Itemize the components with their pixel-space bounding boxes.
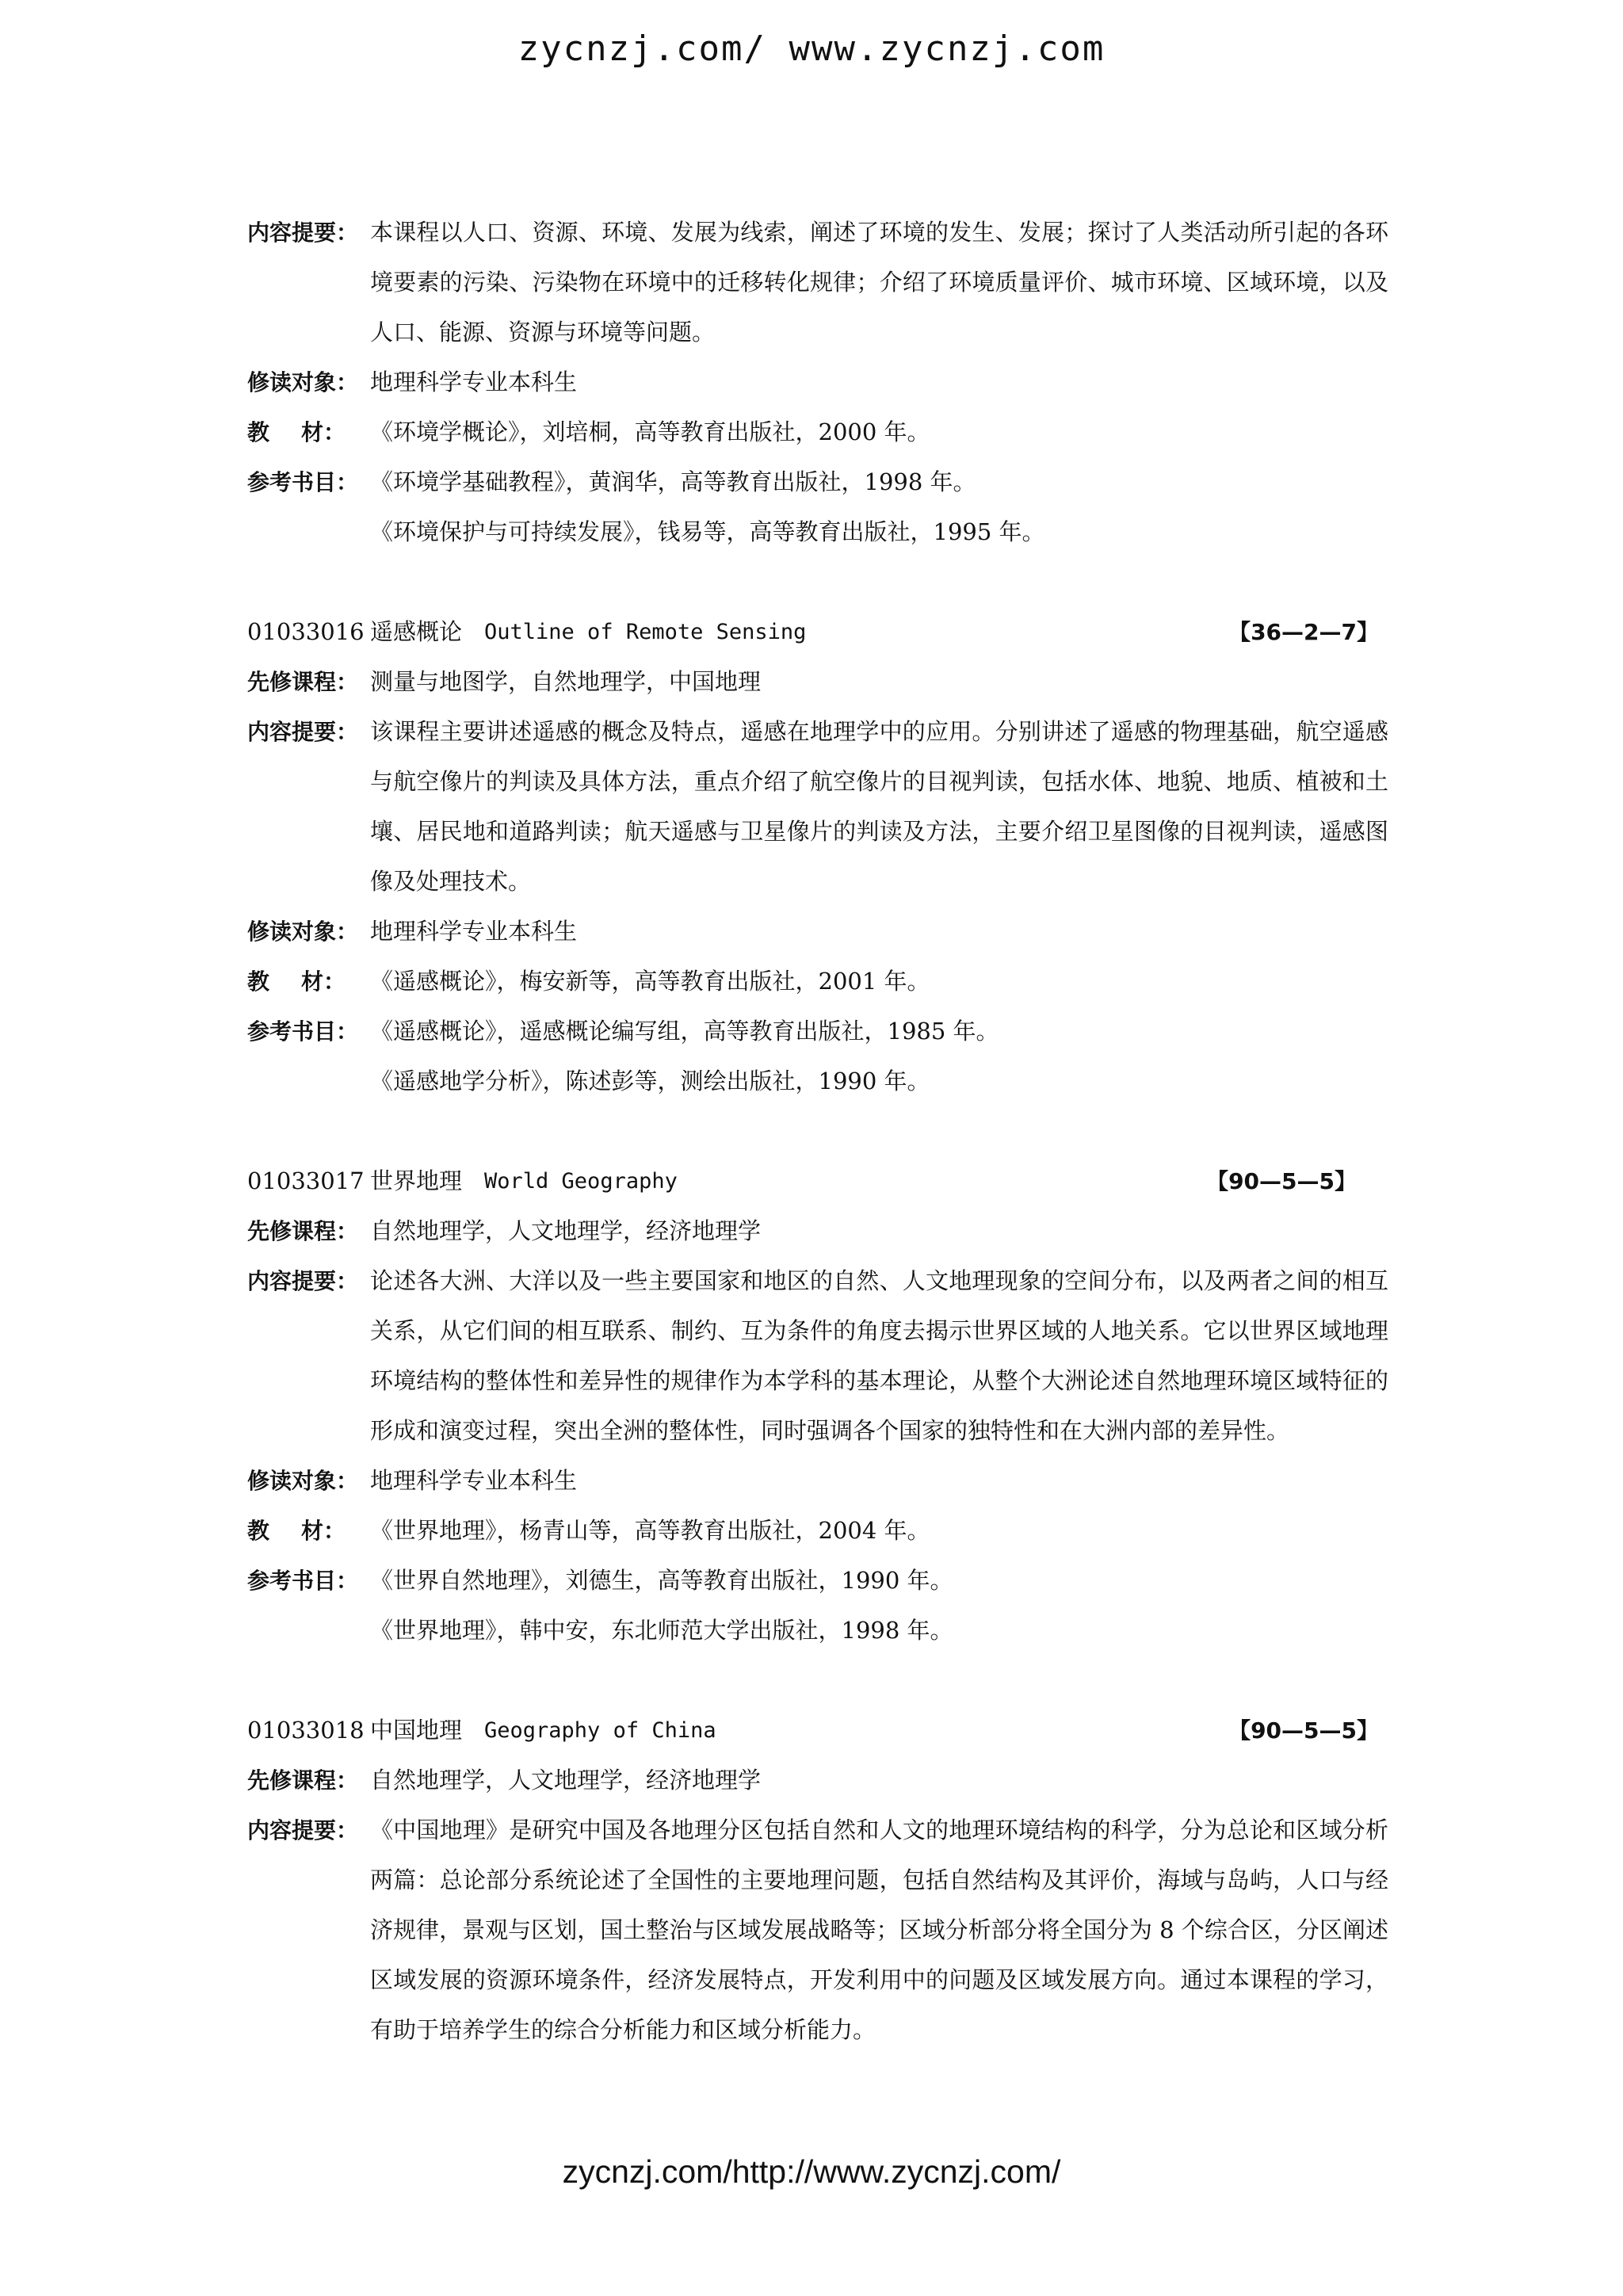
audience-row (247, 907, 1388, 957)
textbook-row (247, 1506, 1388, 1556)
audience-label: 修读对象： (247, 369, 359, 395)
refs-row (247, 1007, 1388, 1056)
course-hours: 【36—2—7】 (1228, 619, 1379, 645)
course-name-en: World Geography (484, 1169, 678, 1194)
page-content (247, 208, 1388, 2055)
course-audience: 地理科学专业本科生 (370, 1467, 578, 1494)
course-code: 01033017 (247, 1167, 365, 1194)
course-audience: 地理科学专业本科生 (370, 918, 578, 945)
course-code: 01033018 (247, 1717, 365, 1744)
intro-audience-row (247, 357, 1388, 407)
course-heading (247, 607, 1388, 657)
intro-textbook: 《环境学概论》，刘培桐，高等教育出版社，2000 年。 (370, 418, 930, 445)
header-url: zycnzj.com/ www.zycnzj.com (517, 29, 1106, 69)
course-code: 01033016 (247, 618, 365, 645)
intro-ref-2: 《环境保护与可持续发展》，钱易等，高等教育出版社，1995 年。 (370, 518, 1045, 545)
prereq-label: 先修课程： (247, 669, 359, 695)
course-name-en: Geography of China (484, 1718, 716, 1743)
audience-label: 修读对象： (247, 919, 359, 945)
course-ref-1: 《世界自然地理》，刘德生，高等教育出版社，1990 年。 (370, 1567, 953, 1594)
intro-refs-row (247, 457, 1388, 507)
course-prereq: 测量与地图学，自然地理学，中国地理 (370, 668, 762, 695)
refs-row (247, 1556, 1388, 1606)
course-ref-2: 《世界地理》，韩中安，东北师范大学出版社，1998 年。 (370, 1617, 953, 1644)
intro-ref-1: 《环境学基础教程》，黄润华，高等教育出版社，1998 年。 (370, 468, 976, 495)
audience-label: 修读对象： (247, 1468, 359, 1494)
course-summary: 该课程主要讲述遥感的概念及特点，遥感在地理学中的应用。分别讲述了遥感的物理基础，航空遥感与航空像片的判读及具体方法，重点介绍了航空像片的目视判读，包括水体、地貌、地质、植被和土壤、居民地和道路判读；航天遥感与卫星像片的判读及方法，主要介绍卫星图像的目视判读，遥感图像及处理技术。 (370, 718, 1388, 895)
course-summary: 论述各大洲、大洋以及一些主要国家和地区的自然、人文地理现象的空间分布，以及两者之间的相互关系，从它们间的相互联系、制约、互为条件的角度去揭示世界区域的人地关系。它以世界区域地理环境结构的整体性和差异性的规律作为本学科的基本理论，从整个大洲论述自然地理环境区域特征的形成和演变过程，突出全洲的整体性，同时强调各个国家的独特性和在大洲内部的差异性。 (370, 1267, 1388, 1444)
summary-label: 内容提要： (247, 1817, 359, 1843)
course-name: 世界地理 (370, 1167, 463, 1194)
prereq-row (247, 1206, 1388, 1256)
intro-textbook-row (247, 407, 1388, 457)
textbook-row (247, 957, 1388, 1007)
course-prereq: 自然地理学，人文地理学，经济地理学 (370, 1217, 762, 1244)
prereq-label: 先修课程： (247, 1767, 359, 1794)
intro-summary: 本课程以人口、资源、环境、发展为线索，阐述了环境的发生、发展；探讨了人类活动所引起的各环境要素的污染、污染物在环境中的迁移转化规律；介绍了环境质量评价、城市环境、区域环境，以及人口、能源、资源与环境等问题。 (370, 219, 1388, 346)
course-name: 遥感概论 (370, 618, 463, 645)
course-name: 中国地理 (370, 1717, 463, 1744)
course-heading (247, 1706, 1388, 1755)
summary-row (247, 1805, 1388, 2055)
summary-label: 内容提要： (247, 1268, 359, 1294)
prereq-row (247, 1755, 1388, 1805)
refs-label: 参考书目： (247, 1018, 359, 1045)
refs-label: 参考书目： (247, 1568, 359, 1594)
course-summary: 《中国地理》是研究中国及各地理分区包括自然和人文的地理环境结构的科学，分为总论和区域分析两篇：总论部分系统论述了全国性的主要地理问题，包括自然结构及其评价，海域与岛屿，人口与经济规律，景观与区划，国土整治与区域发展战略等；区域分析部分将全国分为 8 个综合区，分区阐述区域发展的资源环境条件，经济发展特点，开发利用中的问题及区域发展方向。通过本课程的学习，有助于培养学生的综合分析能力和区域分析能力。 (370, 1817, 1388, 2043)
summary-label: 内容提要： (247, 220, 359, 246)
prereq-row (247, 657, 1388, 707)
summary-label: 内容提要： (247, 719, 359, 745)
course-heading (247, 1156, 1388, 1206)
textbook-label: 教 材： (247, 419, 346, 445)
intro-summary-row (247, 208, 1388, 357)
course-textbook: 《遥感概论》，梅安新等，高等教育出版社，2001 年。 (370, 968, 930, 995)
audience-row (247, 1456, 1388, 1506)
course-textbook: 《世界地理》，杨青山等，高等教育出版社，2004 年。 (370, 1517, 930, 1544)
course-name-en: Outline of Remote Sensing (484, 620, 807, 644)
course-hours: 【90—5—5】 (1228, 1717, 1379, 1744)
textbook-label: 教 材： (247, 968, 346, 995)
intro-audience: 地理科学专业本科生 (370, 369, 578, 395)
footer-url: zycnzj.com/http://www.zycnzj.com/ (562, 2153, 1061, 2190)
prereq-label: 先修课程： (247, 1218, 359, 1244)
course-ref-1: 《遥感概论》，遥感概论编写组，高等教育出版社，1985 年。 (370, 1018, 999, 1045)
summary-row (247, 1256, 1388, 1456)
textbook-label: 教 材： (247, 1518, 346, 1544)
course-hours: 【90—5—5】 (1206, 1168, 1357, 1194)
summary-row (247, 707, 1388, 907)
course-ref-2: 《遥感地学分析》，陈述彭等，测绘出版社，1990 年。 (370, 1068, 930, 1095)
refs-label: 参考书目： (247, 469, 359, 495)
course-prereq: 自然地理学，人文地理学，经济地理学 (370, 1767, 762, 1794)
